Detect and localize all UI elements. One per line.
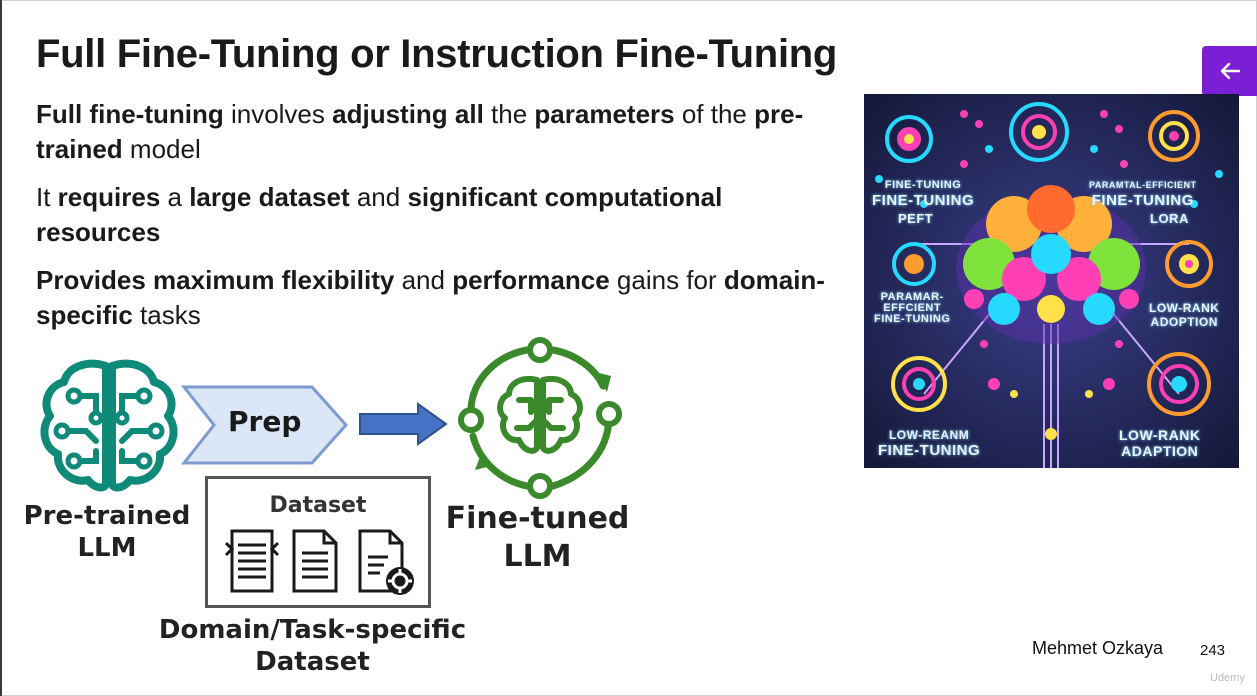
- art-label-ml-2: EFFCIENT: [883, 302, 942, 314]
- bullet-1-segment: parameters: [534, 99, 675, 129]
- bullet-1-segment: pre-trained: [36, 99, 804, 164]
- arrow-right-icon: [358, 402, 450, 446]
- bullet-3-segment: domain-specific: [36, 265, 825, 330]
- peft-illustration: [864, 94, 1239, 468]
- window-edge: [0, 0, 2, 696]
- bullet-3-segment: and: [394, 265, 453, 295]
- art-label-bl-2: FINE-TUNING: [878, 442, 981, 459]
- finetuned-label-1: Fine-tuned: [445, 501, 630, 536]
- art-label-br-2: ADAPTION: [1121, 443, 1199, 459]
- art-label-tl-1: FINE-TUNING: [884, 179, 962, 191]
- art-label-ml-1: PARAMAR-: [880, 291, 944, 303]
- art-label-tl-2: FINE-TUNING: [872, 192, 975, 209]
- back-button[interactable]: [1202, 46, 1257, 96]
- art-label-lora: LORA: [1150, 211, 1189, 226]
- art-label-tr-1: PARAMTAL-EFFICIENT: [1089, 180, 1197, 190]
- art-label-mr-1: LOW-RANK: [1149, 301, 1220, 315]
- page-number: 243: [1200, 642, 1226, 659]
- bullet-1-segment: adjusting all: [332, 99, 484, 129]
- circuit-brain-icon: [38, 356, 180, 496]
- slide-title: Full Fine-Tuning or Instruction Fine-Tuning: [36, 32, 838, 76]
- art-label-ml-3: FINE-TUNING: [874, 313, 951, 325]
- bullet-2-segment: a: [160, 182, 190, 212]
- art-label-bl-1: LOW-REANM: [888, 428, 970, 442]
- dataset-label: Dataset: [269, 493, 367, 518]
- cycle-brain-icon: [455, 336, 625, 502]
- author-name: Mehmet Ozkaya: [1032, 638, 1164, 658]
- bullet-1-segment: Full fine-tuning: [36, 99, 224, 129]
- udemy-watermark: Udemy: [1210, 672, 1245, 684]
- bullet-3-segment: performance: [452, 265, 610, 295]
- domain-label-1: Domain/Task-specific: [158, 615, 467, 645]
- bullet-2-segment: large dataset: [189, 182, 350, 212]
- prep-label: Prep: [228, 405, 302, 438]
- bullet-3-segment: gains for: [609, 265, 724, 295]
- dataset-box: [205, 476, 431, 608]
- bullet-3-segment: Provides maximum flexibility: [36, 265, 395, 295]
- bullet-2-segment: and: [349, 182, 408, 212]
- finetuned-label-2: LLM: [503, 539, 572, 574]
- illustration-graphic: [864, 94, 1239, 468]
- bullet-2-segment: requires: [57, 182, 161, 212]
- art-label-mr-2: ADOPTION: [1150, 315, 1218, 329]
- bullet-1-segment: involves: [223, 99, 333, 129]
- bullet-3: [36, 263, 836, 333]
- pretrained-label-1: Pre-trained: [23, 501, 191, 531]
- domain-label-2: Dataset: [255, 647, 370, 677]
- art-label-tr-2: FINE-TUNING: [1091, 192, 1194, 209]
- bullet-1-segment: model: [122, 134, 201, 164]
- pretrained-label-2: LLM: [77, 533, 137, 563]
- art-label-peft: PEFT: [898, 211, 934, 226]
- bullet-2-segment: significant computational resources: [36, 182, 723, 247]
- bullet-2-segment: It: [36, 182, 58, 212]
- bullet-1: [36, 97, 836, 167]
- arrow-left-icon: [1219, 61, 1241, 81]
- document-icons: [222, 529, 417, 595]
- bullet-3-segment: tasks: [132, 300, 201, 330]
- bullet-1-segment: of the: [674, 99, 755, 129]
- bullet-1-segment: the: [483, 99, 535, 129]
- bullet-2: [36, 180, 836, 250]
- art-label-br-1: LOW-RANK: [1119, 427, 1201, 443]
